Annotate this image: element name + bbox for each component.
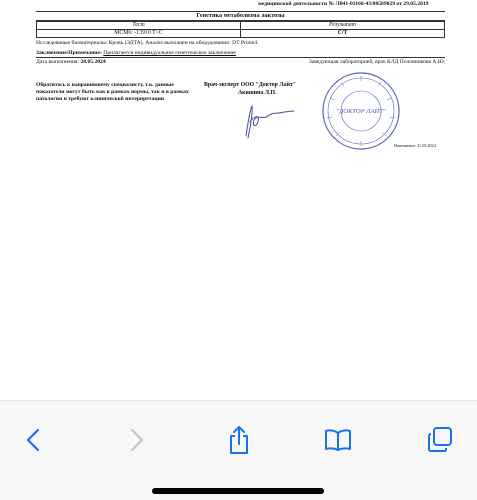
book-icon bbox=[324, 428, 352, 452]
conclusion-text: Прилагается индивидуальное генетическое заключение bbox=[103, 50, 236, 56]
date-label: Дата выполнения: bbox=[36, 59, 80, 65]
table-row bbox=[37, 30, 445, 38]
conclusion-label: Заключение/Примечание: bbox=[36, 50, 102, 56]
share-button[interactable] bbox=[222, 423, 256, 457]
home-indicator bbox=[152, 488, 324, 494]
tabs-icon bbox=[426, 426, 454, 454]
conclusion-line bbox=[36, 50, 236, 56]
bookmarks-button[interactable] bbox=[321, 423, 355, 457]
license-line: медицинской деятельности № Л041-01160-43/00589029 от 29.05.2019 bbox=[258, 1, 429, 7]
expert-title: Врач-эксперт ООО "Доктор Лайт" bbox=[204, 82, 296, 88]
share-icon bbox=[226, 425, 252, 455]
signature bbox=[238, 102, 298, 142]
expert-name: Акишина Л.П. bbox=[238, 90, 277, 96]
biomaterial-line: Исследованые биоматериалы: Кровь (ЭДТА). Анализ выполнен на оборудовании: DT Prime4. bbox=[36, 40, 259, 46]
date-value: 28.05.2024 bbox=[80, 59, 106, 65]
test-cell: MCM6: -13910 T>C bbox=[37, 30, 241, 38]
divider bbox=[36, 57, 445, 58]
chevron-left-icon bbox=[25, 428, 41, 452]
forward-button[interactable] bbox=[120, 423, 154, 457]
stamp bbox=[320, 70, 402, 152]
section-title: Генетика метаболизма лактозы bbox=[196, 12, 285, 19]
results-table bbox=[36, 21, 445, 38]
advice-text: Обратитесь к направившему специалисту, т.к. данные показатели могут быть как в рамках нормы, так и в рамках патологии и требуют клинической интерпретации bbox=[36, 82, 189, 102]
browser-toolbar bbox=[0, 400, 477, 500]
back-button[interactable] bbox=[16, 423, 50, 457]
tabs-button[interactable] bbox=[423, 423, 457, 457]
table-header-row bbox=[37, 22, 445, 30]
lab-report bbox=[0, 0, 477, 160]
head-of-lab: Заведующая лабораторией, врач КЛД Половникова А.Ю. bbox=[308, 59, 445, 65]
printed-date: Напечатано: 31.05.2024 bbox=[394, 143, 436, 148]
column-header-test: Тест bbox=[37, 22, 241, 30]
date-line bbox=[36, 59, 106, 65]
chevron-right-icon bbox=[129, 428, 145, 452]
column-header-result: Результат bbox=[241, 22, 445, 30]
result-cell: C/T bbox=[241, 30, 445, 38]
stamp-text: "ДОКТОР ЛАЙТ" bbox=[336, 108, 386, 115]
